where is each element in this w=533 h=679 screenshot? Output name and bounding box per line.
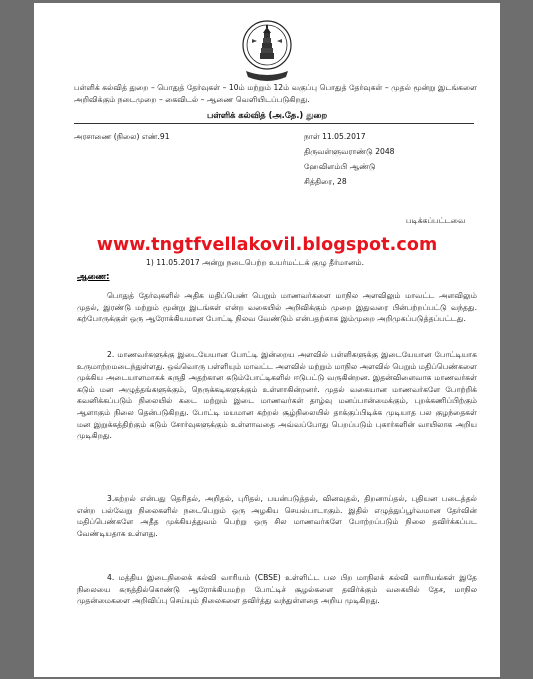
paragraph-3: 3.கற்றல் என்பது தெரிதல், அறிதல், புரிதல், பயன்படுத்தல், வினவுதல், திறனாய்தல், புதியன படைத்தல் என்ற பல்வேறு நிலைகளில் நடைபெறும் ஒரு அழகிய செயல்பாடாகும். இதில் எழுத்துப்பூர்வமான தேர்வின் மதிப்பெண்களே அதீத முக்கியத்துவம் பெற்று ஒரு சில மாணவர்களே போற்றப்படும் நிலை தவிர்க்கப்பட வேண்டியதாக உள்ளது. <box>77 494 477 538</box>
read-item: 1) 11.05.2017 அன்று நடைபெற்ற உயர்மட்டக் குழு தீர்மானம். <box>146 258 365 267</box>
tamil-year: திருவள்ளுவராண்டு 2048 <box>304 147 395 156</box>
order-number: அரசாணை (நிலை) எண்.91 <box>74 132 170 141</box>
subject-line: பள்ளிக் கல்வித் துறை – பொதுத் தேர்வுகள் – 10ம் மற்றும் 12ம் வகுப்பு பொதுத் தேர்வுகள் – முதல் மூன்று இடங்களை அறிவிக்கும் நடைமுறை – கைவிடல் – ஆணை வெளியிடப்படுகிறது. <box>74 83 477 104</box>
blog-watermark: www.tngtfvellakovil.blogspot.com <box>96 235 438 255</box>
tamil-month: சித்திரை, 28 <box>304 177 347 186</box>
read-label: படிக்கப்பட்டவை <box>406 216 466 225</box>
heading-divider <box>74 123 474 124</box>
paragraph-4: 4. மத்திய இடைநிலைக் கல்வி வாரியம் (CBSE) உள்ளிட்ட பல பிற மாநிலக் கல்வி வாரியங்கள் இதே நிலையை கருத்தில்கொண்டு ஆரோக்கியமற்ற போட்டிச் சூழல்களை தவிர்க்கும் வகையில் தேச, மாநில முதன்மைகளை அறிவிப்பு செய்யும் நிலைகளை தவிர்த்து வந்துள்ளதை அறிய முடிகிறது. <box>77 573 477 606</box>
department-heading: பள்ளிக் கல்வித் (அ.தே.) துறை <box>206 110 328 120</box>
year-name: ஹேவிளம்பி ஆண்டு <box>304 162 376 171</box>
paragraph-1: பொதுத் தேர்வுகளில் அதிக மதிப்பெண் பெறும் மாணவர்களை மாநில அளவிலும் மாவட்ட அளவிலும் முதல், இரண்டு மற்றும் மூன்று இடங்கள் என்ற வகையில் அறிவிக்கும் முறை இதுவரை பின்பற்றப்பட்டு வந்தது. கற்போருக்குள் ஒரு ஆரோக்கியமான போட்டி நிலவ வேண்டும் என்பதற்காக இம்முறை அறிமுகப்படுத்தப்பட்டது. <box>77 291 477 324</box>
document-page <box>34 3 500 677</box>
paragraph-2: 2. மாணவர்களுக்கு இடையேயான போட்டி இன்றைய அளவில் பள்ளிகளுக்கு இடையேயான போட்டியாக உருமாற்றமடைந்துள்ளது. ஒவ்வொரு பள்ளியும் மாவட்ட அளவில் மற்றும் மாநில அளவில் பெறும் மதிப்பெண்களை முக்கிய அடையாளமாகக் கருதி அதற்கான கடும்போட்டிகளில் ஈடுபட்டு வருகின்றன. இதன்விளைவாக மாணவர்கள் கடும் மன அழுத்தங்களுக்கும், நெருக்கடிகளுக்கும் உள்ளாகின்றனர். முதல் வகையான மாணவர்களே போற்றிக் கவனிக்கப்படும் நிலையில் கடை மற்றும் இடை மாணவர்கள் தாழ்வு மனப்பான்மைக்கும், புறக்கணிப்பிற்கும் ஆளாகும் நிலை தென்படுகிறது. போட்டி மயமான கற்றல் சூழ்நிலையில் தாக்குப்பிடிக்க முடியாத பல குழந்தைகள் மன இறுக்கத்திற்கும் கடும் சோர்வுகளுக்கும் உள்ளாவதை அவ்வப்போது பெறப்படும் புகார்களின் வாயிலாக அறிய முடிகிறது. <box>77 350 477 441</box>
tamilnadu-government-emblem-icon <box>240 9 294 89</box>
order-label: ஆணை: <box>77 271 110 281</box>
order-date: நாள் 11.05.2017 <box>304 132 366 141</box>
